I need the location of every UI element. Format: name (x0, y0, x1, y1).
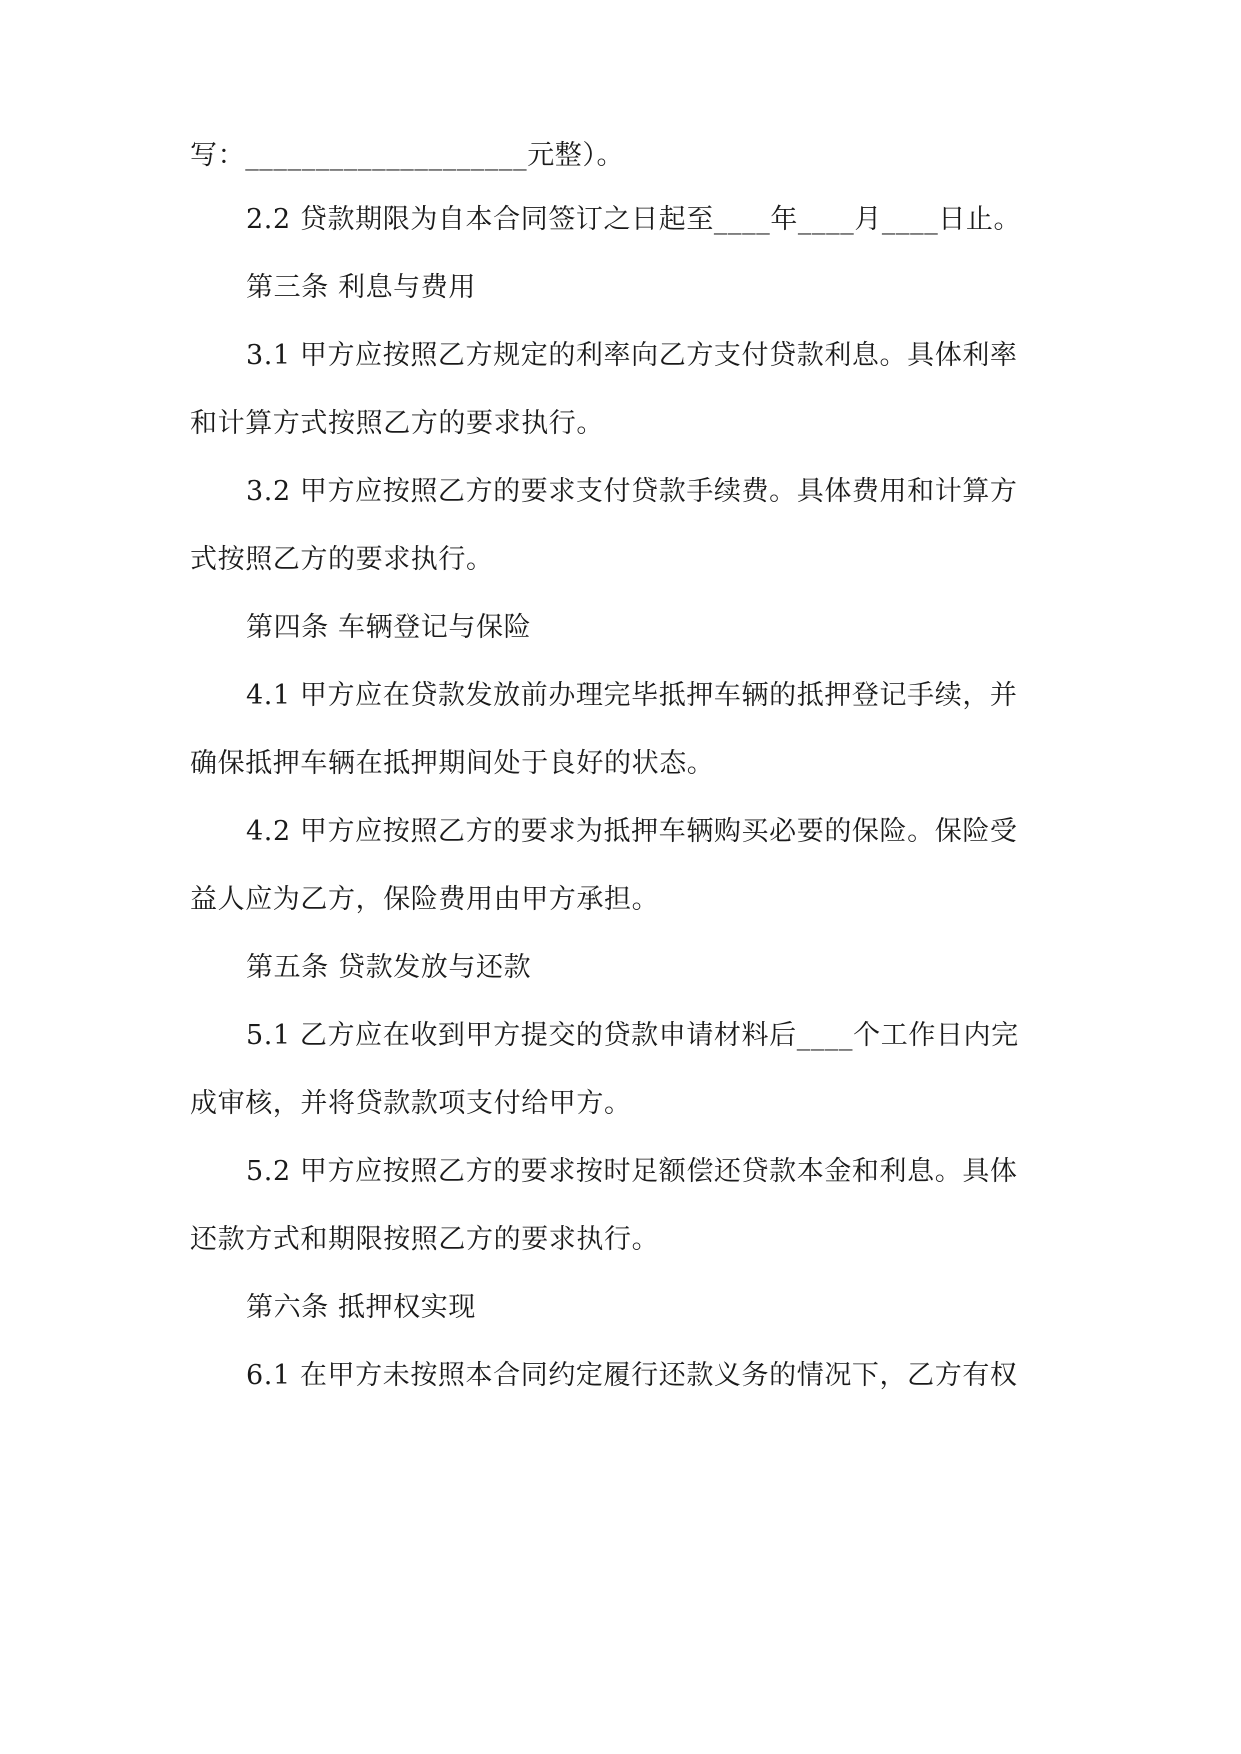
paragraph-line: 和计算方式按照乙方的要求执行。 (190, 408, 604, 439)
paragraph-line: 写：____________________元整）。 (190, 140, 625, 171)
article-5-heading: 第五条 贷款发放与还款 (246, 952, 532, 983)
clause-4-2: 4.2 甲方应按照乙方的要求为抵押车辆购买必要的保险。保险受 (246, 816, 1018, 847)
article-6-heading: 第六条 抵押权实现 (246, 1292, 476, 1323)
paragraph-line: 确保抵押车辆在抵押期间处于良好的状态。 (190, 748, 715, 779)
clause-2-2: 2.2 贷款期限为自本合同签订之日起至____年____月____日止。 (246, 204, 1022, 235)
clause-5-1: 5.1 乙方应在收到甲方提交的贷款申请材料后____个工作日内完 (246, 1020, 1019, 1051)
paragraph-line: 益人应为乙方，保险费用由甲方承担。 (190, 884, 660, 915)
clause-5-2: 5.2 甲方应按照乙方的要求按时足额偿还贷款本金和利息。具体 (246, 1156, 1018, 1187)
clause-3-1: 3.1 甲方应按照乙方规定的利率向乙方支付贷款利息。具体利率 (246, 340, 1018, 371)
clause-4-1: 4.1 甲方应在贷款发放前办理完毕抵押车辆的抵押登记手续，并 (246, 680, 1018, 711)
clause-3-2: 3.2 甲方应按照乙方的要求支付贷款手续费。具体费用和计算方 (246, 476, 1018, 507)
paragraph-line: 式按照乙方的要求执行。 (190, 544, 494, 575)
article-4-heading: 第四条 车辆登记与保险 (246, 612, 532, 643)
paragraph-line: 还款方式和期限按照乙方的要求执行。 (190, 1224, 660, 1255)
clause-6-1: 6.1 在甲方未按照本合同约定履行还款义务的情况下，乙方有权 (246, 1360, 1018, 1391)
paragraph-line: 成审核，并将贷款款项支付给甲方。 (190, 1088, 632, 1119)
article-3-heading: 第三条 利息与费用 (246, 272, 476, 303)
